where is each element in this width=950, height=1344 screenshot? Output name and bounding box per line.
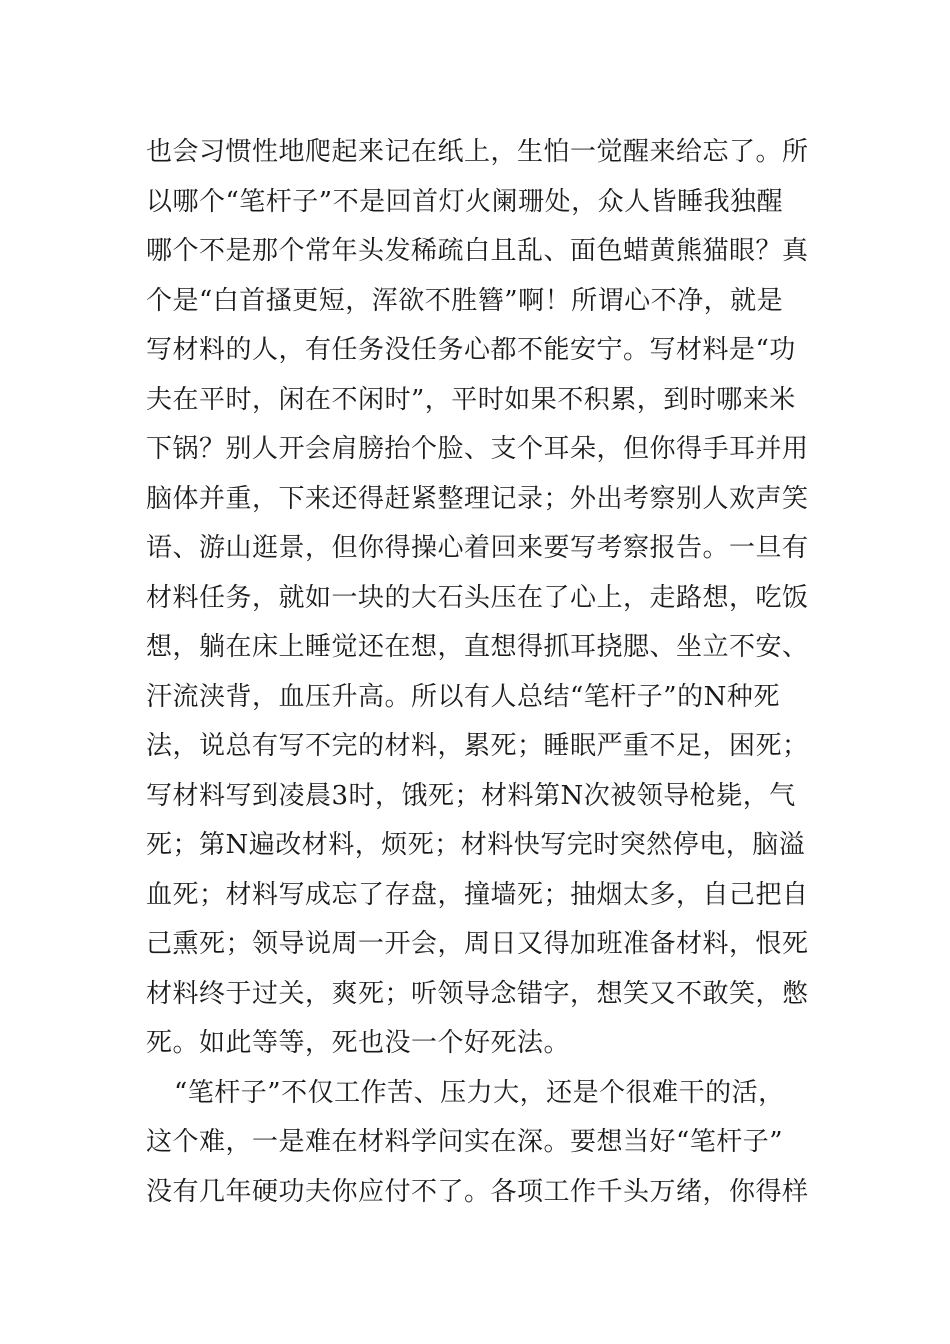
text-line: 死。如此等等，死也没一个好死法。	[146, 1028, 571, 1058]
text-line: 材料终于过关，爽死；听领导念错字，想笑又不敢笑，憋	[146, 978, 809, 1009]
text-line: 写材料的人，有任务没任务心都不能安宁。写材料是“功	[146, 335, 796, 365]
text-line: 夫在平时，闲在不闲时”，平时如果不积累，到时哪来米	[146, 384, 796, 415]
text-line: 汗流浃背，血压升高。所以有人总结“笔杆子”的N种死	[146, 681, 780, 712]
text-line: 这个难，一是难在材料学问实在深。要想当好“笔杆子”	[146, 1127, 784, 1157]
text-line: 写材料写到凌晨3时，饿死；材料第N次被领导枪毙，气	[146, 780, 796, 811]
text-line: 也会习惯性地爬起来记在纸上，生怕一觉醒来给忘了。所	[146, 137, 809, 167]
text-line: 个是“白首搔更短，浑欲不胜簪”啊！所谓心不净，就是	[146, 285, 784, 316]
text-line: 死；第N遍改材料，烦死；材料快写完时突然停电，脑溢	[146, 830, 806, 860]
text-line: 语、游山逛景，但你得操心着回来要写考察报告。一旦有	[146, 533, 809, 563]
text-line: 以哪个“笔杆子”不是回首灯火阑珊处，众人皆睡我独醒	[146, 186, 784, 217]
text-line: 哪个不是那个常年头发稀疏白且乱、面色蜡黄熊猫眼？真	[146, 236, 809, 266]
paragraph-start-line: “笔杆子”不仅工作苦、压力大，还是个很难干的活，	[174, 1077, 785, 1108]
text-line: 下锅？别人开会肩膀抬个脸、支个耳朵，但你得手耳并用	[146, 434, 809, 464]
text-line: 材料任务，就如一块的大石头压在了心上，走路想，吃饭	[146, 582, 809, 613]
text-line: 血死；材料写成忘了存盘，撞墙死；抽烟太多，自己把自	[146, 879, 809, 910]
text-line: 脑体并重，下来还得赶紧整理记录；外出考察别人欢声笑	[146, 483, 809, 514]
text-line: 想，躺在床上睡觉还在想，直想得抓耳挠腮、坐立不安、	[146, 632, 809, 662]
text-line: 法，说总有写不完的材料，累死；睡眠严重不足，困死；	[146, 731, 809, 761]
text-line: 己熏死；领导说周一开会，周日又得加班准备材料，恨死	[146, 929, 809, 959]
text-line: 没有几年硬功夫你应付不了。各项工作千头万绪，你得样	[146, 1176, 809, 1207]
body-text	[146, 128, 816, 1217]
